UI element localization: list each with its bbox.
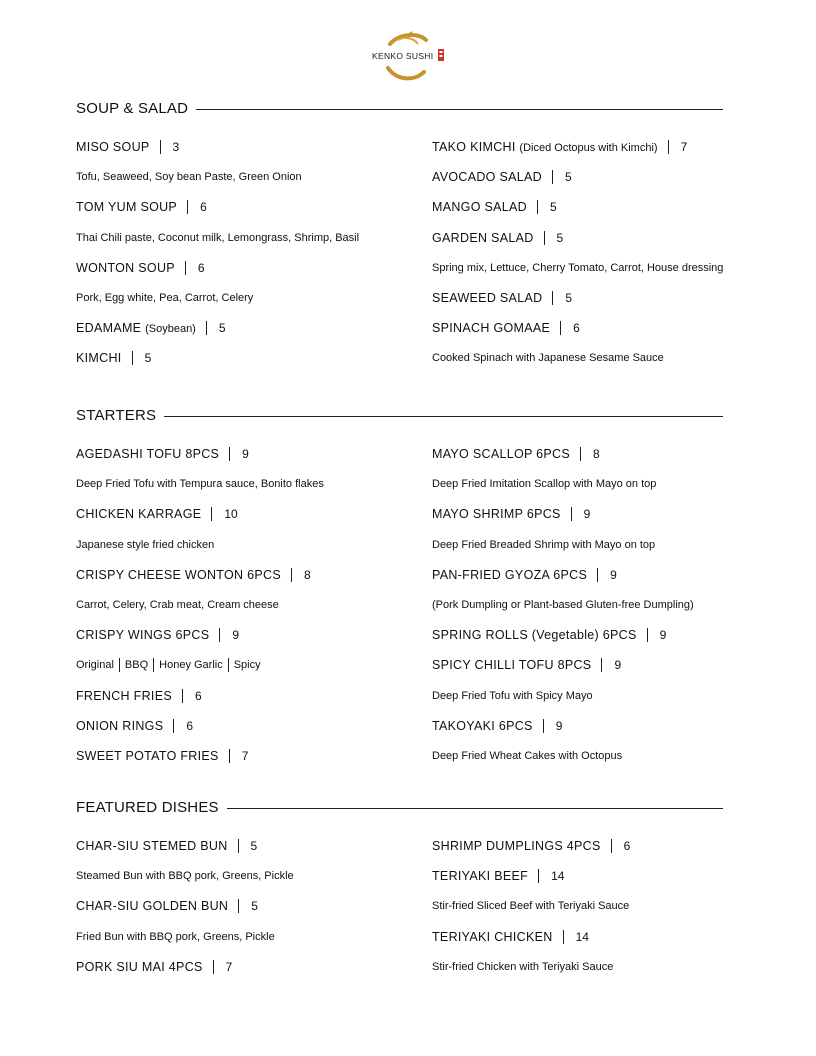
section-title: STARTERS	[76, 406, 157, 424]
price-divider	[206, 321, 207, 335]
kenko-sushi-logo	[368, 30, 448, 82]
price-divider	[229, 749, 230, 763]
item-name-text: CRISPY WINGS 6PCS	[76, 628, 210, 643]
item-name-text: SPICY CHILLI TOFU 8PCS	[432, 658, 592, 673]
item-name	[76, 628, 209, 642]
menu-item	[76, 499, 426, 529]
menu-item	[76, 313, 426, 343]
menu-item-description	[76, 162, 426, 192]
item-price: 5	[564, 170, 572, 185]
price-divider	[160, 140, 161, 154]
item-note: (Soybean)	[145, 323, 196, 336]
item-name-text: SHRIMP DUMPLINGS 4PCS	[432, 839, 601, 854]
price-divider	[544, 231, 545, 245]
column-left	[76, 831, 426, 982]
item-name	[76, 719, 163, 733]
item-name	[432, 291, 542, 305]
item-name	[432, 869, 528, 883]
section-soup-salad	[76, 98, 724, 366]
menu-item-description	[76, 469, 426, 499]
price-divider	[552, 291, 553, 305]
menu-item	[76, 192, 426, 222]
item-name	[76, 689, 172, 703]
item-name-text: CHAR-SIU STEMED BUN	[76, 839, 228, 854]
menu-item-description	[432, 590, 732, 620]
price-divider	[229, 447, 230, 461]
item-name	[76, 568, 281, 582]
item-price: 5	[250, 839, 258, 854]
price-divider	[182, 689, 183, 703]
item-name-text: PAN-FRIED GYOZA 6PCS	[432, 567, 588, 582]
menu-item	[76, 891, 426, 921]
menu-item	[432, 132, 732, 162]
item-name	[432, 321, 550, 335]
item-price: 5	[218, 321, 226, 336]
column-left	[76, 132, 426, 374]
price-divider	[580, 447, 581, 461]
item-price: 3	[172, 140, 180, 155]
menu-item	[432, 922, 732, 952]
price-divider	[185, 261, 186, 275]
section-title: SOUP & SALAD	[76, 99, 189, 117]
sauce-option: Honey Garlic	[159, 659, 223, 672]
item-price: 7	[241, 748, 249, 763]
item-description: Deep Fried Tofu with Tempura sauce, Bonito flakes	[76, 478, 324, 491]
sauce-option: Spicy	[233, 659, 261, 672]
item-name	[432, 447, 570, 461]
menu-item	[432, 711, 732, 741]
price-divider	[213, 960, 214, 974]
item-name-text: CRISPY CHEESE WONTON 6PCS	[76, 567, 281, 582]
item-description: Cooked Spinach with Japanese Sesame Sauce	[432, 352, 664, 365]
item-description: Tofu, Seaweed, Soy bean Paste, Green Onion	[76, 171, 302, 184]
item-name	[76, 960, 203, 974]
item-price: 6	[194, 688, 202, 703]
menu-item	[432, 192, 732, 222]
item-price: 7	[680, 140, 688, 155]
item-price: 6	[186, 718, 194, 733]
menu-item	[76, 132, 426, 162]
menu-item	[432, 499, 732, 529]
item-name	[76, 839, 228, 853]
item-name-text: AVOCADO SALAD	[432, 170, 542, 185]
menu-item-description	[432, 343, 732, 373]
item-description: (Pork Dumpling or Plant-based Gluten-free Dumpling)	[432, 599, 694, 612]
item-name	[432, 839, 601, 853]
item-name	[432, 930, 553, 944]
item-name	[432, 658, 591, 672]
option-divider	[228, 658, 229, 672]
item-price: 9	[242, 447, 249, 462]
item-name	[432, 507, 561, 521]
menu-item	[76, 681, 426, 711]
menu-item-description	[432, 952, 732, 982]
item-description: Pork, Egg white, Pea, Carrot, Celery	[76, 292, 254, 305]
price-divider	[543, 719, 544, 733]
sauce-option: Original	[76, 659, 114, 672]
item-price: 9	[583, 507, 591, 522]
menu-item-description	[76, 650, 426, 680]
item-name-text: WONTON SOUP	[76, 260, 175, 275]
column-right	[432, 831, 732, 982]
item-name-text: SPINACH GOMAAE	[432, 321, 551, 336]
column-left	[76, 439, 426, 771]
item-name-text: PORK SIU MAI 4PCS	[76, 959, 203, 974]
price-divider	[647, 628, 648, 642]
menu-item	[76, 711, 426, 741]
section-rule	[227, 808, 723, 809]
item-name-text: CHAR-SIU GOLDEN BUN	[76, 899, 229, 914]
item-name	[76, 507, 201, 521]
price-divider	[187, 200, 188, 214]
menu-item-description	[76, 590, 426, 620]
menu-item	[76, 343, 426, 373]
item-price: 9	[614, 658, 622, 673]
item-name	[432, 200, 527, 214]
item-price: 6	[200, 200, 207, 215]
menu-item-description	[432, 681, 732, 711]
price-divider	[563, 930, 564, 944]
item-price: 5	[565, 291, 573, 306]
price-divider	[552, 170, 553, 184]
section-featured-dishes	[76, 797, 723, 974]
item-price: 14	[551, 869, 565, 884]
price-divider	[601, 658, 602, 672]
menu-item	[432, 650, 732, 680]
menu-item	[76, 952, 426, 982]
item-name	[76, 899, 228, 913]
item-price: 6	[197, 260, 205, 275]
menu-item	[432, 439, 732, 469]
item-name	[76, 140, 150, 154]
option-divider	[119, 658, 120, 672]
item-price: 8	[304, 567, 311, 582]
price-divider	[538, 869, 539, 883]
item-price: 8	[593, 447, 600, 462]
menu-item	[432, 560, 732, 590]
menu-item	[76, 439, 426, 469]
item-name-text: TERIYAKI BEEF	[432, 869, 529, 884]
item-description: Deep Fried Imitation Scallop with Mayo on top	[432, 478, 657, 491]
column-right	[432, 132, 732, 374]
item-description: Carrot, Celery, Crab meat, Cream cheese	[76, 599, 279, 612]
sauce-options	[76, 658, 261, 672]
item-name-text: SPRING ROLLS (Vegetable) 6PCS	[432, 628, 637, 643]
item-name-text: GARDEN SALAD	[432, 230, 534, 245]
item-price: 5	[550, 200, 557, 215]
item-price: 5	[556, 230, 564, 245]
price-divider	[560, 321, 561, 335]
item-name	[76, 447, 219, 461]
item-name-text: MISO SOUP	[76, 140, 150, 155]
item-description: Spring mix, Lettuce, Cherry Tomato, Carrot, House dressing	[432, 261, 724, 274]
item-description: Thai Chili paste, Coconut milk, Lemongrass, Shrimp, Basil	[76, 231, 360, 244]
item-price: 9	[659, 628, 667, 643]
item-name-text: FRENCH FRIES	[76, 688, 172, 703]
price-divider	[238, 839, 239, 853]
menu-item-description	[76, 530, 426, 560]
item-description: Stir-fried Sliced Beef with Teriyaki Sauce	[432, 900, 630, 913]
section-title: FEATURED DISHES	[76, 798, 219, 816]
item-description: Steamed Bun with BBQ pork, Greens, Pickle	[76, 870, 294, 883]
item-name-text: TAKO KIMCHI	[432, 140, 516, 155]
menu-item	[76, 831, 426, 861]
item-price: 5	[144, 351, 152, 366]
item-note: (Diced Octopus with Kimchi)	[519, 142, 658, 155]
item-description: Deep Fried Wheat Cakes with Octopus	[432, 749, 623, 762]
item-name-text: TAKOYAKI 6PCS	[432, 718, 533, 733]
price-divider	[597, 568, 598, 582]
item-name-text: CHICKEN KARRAGE	[76, 507, 202, 522]
menu-item	[76, 620, 426, 650]
item-name-text: MAYO SHRIMP 6PCS	[432, 507, 561, 522]
price-divider	[571, 507, 572, 521]
item-name	[432, 628, 637, 642]
menu-item-description	[432, 530, 732, 560]
item-name-text: SEAWEED SALAD	[432, 291, 543, 306]
item-name	[432, 568, 587, 582]
price-divider	[611, 839, 612, 853]
item-description: Stir-fried Chicken with Teriyaki Sauce	[432, 960, 614, 973]
item-name	[76, 200, 177, 214]
item-price: 9	[232, 628, 240, 643]
item-price: 9	[555, 718, 563, 733]
item-price: 6	[623, 839, 631, 854]
menu-item-description	[76, 223, 426, 253]
item-name	[432, 719, 533, 733]
price-divider	[219, 628, 220, 642]
item-name	[432, 231, 534, 245]
item-name	[76, 261, 175, 275]
menu-item	[76, 253, 426, 283]
option-divider	[153, 658, 154, 672]
item-name-text: MAYO SCALLOP 6PCS	[432, 447, 571, 462]
menu-item-description	[76, 861, 426, 891]
item-name	[76, 749, 219, 763]
item-name	[432, 140, 658, 154]
price-divider	[173, 719, 174, 733]
item-price: 9	[610, 567, 617, 582]
item-name	[432, 170, 542, 184]
item-name-text: ONION RINGS	[76, 718, 164, 733]
menu-item	[432, 620, 732, 650]
menu-item	[432, 223, 732, 253]
menu-item	[76, 560, 426, 590]
menu-item-description	[432, 469, 732, 499]
item-price: 10	[224, 507, 238, 522]
price-divider	[238, 899, 239, 913]
item-description: Deep Fried Breaded Shrimp with Mayo on top	[432, 538, 656, 551]
menu-item-description	[76, 283, 426, 313]
menu-item	[432, 861, 732, 891]
item-price: 7	[225, 959, 233, 974]
item-description: Deep Fried Tofu with Spicy Mayo	[432, 689, 593, 702]
section-starters	[76, 405, 723, 763]
section-rule	[196, 109, 723, 110]
menu-item-description	[432, 741, 732, 771]
item-price: 6	[573, 321, 580, 336]
item-price: 14	[575, 929, 589, 944]
price-divider	[211, 507, 212, 521]
menu-item	[432, 831, 732, 861]
section-rule	[164, 416, 723, 417]
menu-item-description	[76, 922, 426, 952]
menu-item	[76, 741, 426, 771]
menu-item	[432, 162, 732, 192]
menu-item-description	[432, 253, 732, 283]
item-name	[76, 321, 196, 335]
svg-text:KENKO SUSHI: KENKO SUSHI	[372, 51, 434, 61]
item-name-text: KIMCHI	[76, 351, 122, 366]
item-name-text: TERIYAKI CHICKEN	[432, 929, 553, 944]
price-divider	[668, 140, 669, 154]
item-name-text: AGEDASHI TOFU 8PCS	[76, 447, 220, 462]
item-description: Fried Bun with BBQ pork, Greens, Pickle	[76, 930, 275, 943]
sauce-option: BBQ	[124, 659, 149, 672]
price-divider	[132, 351, 133, 365]
menu-item-description	[432, 891, 732, 921]
item-name-text: TOM YUM SOUP	[76, 200, 178, 215]
item-name-text: SWEET POTATO FRIES	[76, 748, 219, 763]
item-description: Japanese style fried chicken	[76, 538, 215, 551]
menu-item	[432, 313, 732, 343]
item-name-text: MANGO SALAD	[432, 200, 527, 215]
menu-item	[432, 283, 732, 313]
item-name	[76, 351, 122, 365]
item-price: 5	[251, 899, 258, 914]
price-divider	[291, 568, 292, 582]
price-divider	[537, 200, 538, 214]
column-right	[432, 439, 732, 771]
item-name-text: EDAMAME	[76, 321, 142, 336]
